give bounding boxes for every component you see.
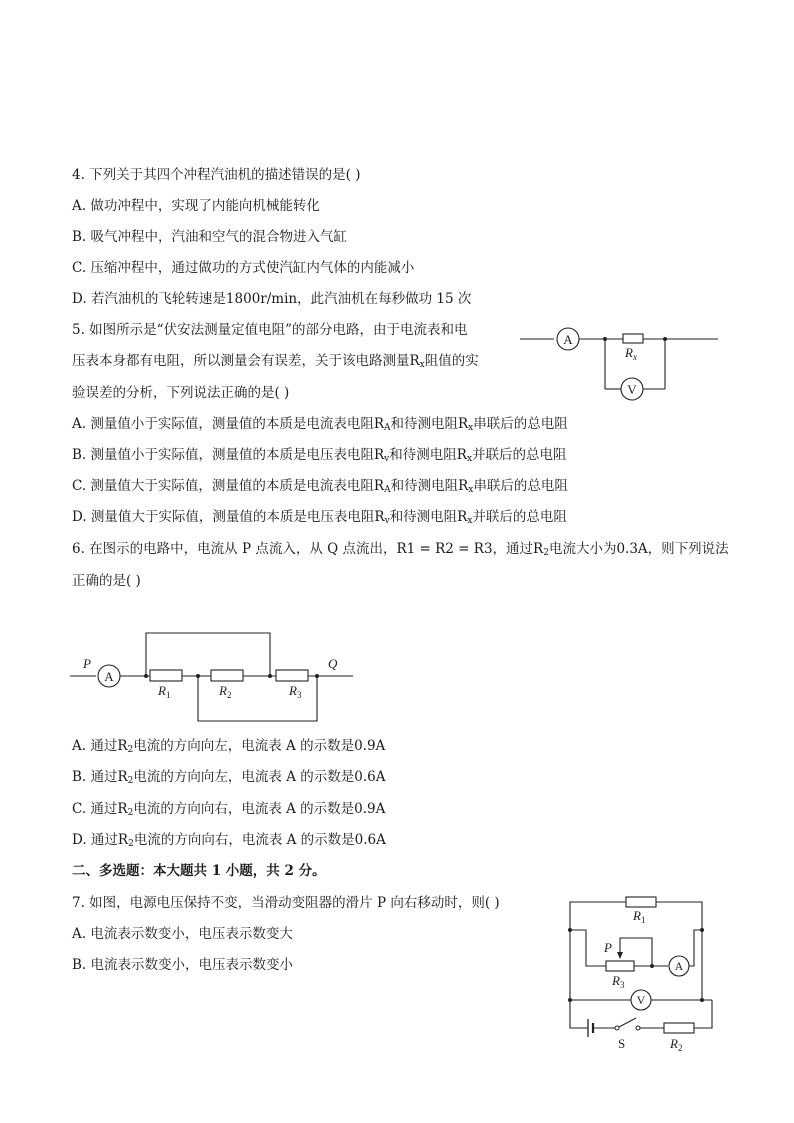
q4-option-d: D. 若汽油机的飞轮转速是1800r/min，此汽油机在每秒做功 15 次	[72, 291, 472, 307]
q6-r1-label: $R_1$	[158, 683, 171, 700]
q4-stem: 4. 下列关于其四个冲程汽油机的描述错误的是( )	[72, 167, 361, 183]
q5-resistor-rx	[623, 334, 643, 343]
q7-option-b: B. 电流表示数变小，电压表示数变小	[72, 957, 294, 973]
q7-ammeter-label: A	[674, 959, 684, 973]
q6-resistor-r1	[150, 670, 182, 681]
q6-ammeter-label: A	[104, 669, 114, 684]
q6-option-c: C. 通过$R_2$电流的方向向右，电流表 A 的示数是0.9A	[72, 801, 386, 818]
q7-r2-label: $R_2$	[670, 1036, 683, 1053]
q6-r2-label: $R_2$	[219, 683, 232, 700]
q5-stem-line3: 验误差的分析，下列说法正确的是( )	[72, 385, 290, 401]
q7-voltmeter-label: V	[636, 993, 646, 1007]
q5-circuit-diagram	[520, 322, 720, 404]
q6-resistor-r2	[211, 670, 243, 681]
q6-option-d: D. 通过$R_2$电流的方向向右，电流表 A 的示数是0.6A	[72, 832, 386, 849]
q7-r1-label: $R_1$	[633, 908, 646, 925]
q5-option-b: B. 测量值小于实际值，测量值的本质是电压表电阻$R_v$和待测电阻$R_x$并联后的总电阻	[72, 447, 567, 464]
q7-resistor-r1	[626, 897, 656, 907]
q6-r3-label: $R_3$	[289, 683, 302, 700]
q7-r3-label: $R_3$	[612, 973, 625, 990]
q6-option-b: B. 通过$R_2$电流的方向向左，电流表 A 的示数是0.6A	[72, 769, 386, 786]
q7-slider-p-label: P	[604, 940, 612, 955]
q7-switch-label: S	[618, 1036, 626, 1051]
q7-resistor-r2	[664, 1023, 694, 1033]
q4-option-c: C. 压缩冲程中，通过做功的方式使汽缸内气体的内能减小	[72, 260, 415, 276]
q5-voltmeter-label: V	[627, 382, 637, 397]
q5-ammeter-label: A	[563, 332, 573, 347]
q7-rheostat-r3	[606, 961, 634, 971]
q6-point-q: Q	[328, 656, 338, 671]
q7-switch	[619, 1018, 636, 1027]
q5-option-c: C. 测量值大于实际值，测量值的本质是电流表电阻$R_A$和待测电阻$R_x$串联后的总电阻	[72, 478, 568, 495]
q6-circuit-diagram	[70, 625, 355, 725]
q7-stem: 7. 如图，电源电压保持不变，当滑动变阻器的滑片 P 向右移动时，则( )	[72, 895, 500, 911]
q7-option-a: A. 电流表示数变小，电压表示数变大	[72, 926, 293, 942]
q5-stem-line2: 压表本身都有电阻，所以测量会有误差，关于该电路测量$R_x$阻值的实	[72, 353, 479, 370]
q5-option-a: A. 测量值小于实际值，测量值的本质是电流表电阻$R_A$和待测电阻$R_x$串联后的总电阻	[72, 416, 568, 433]
q5-stem-line1: 5. 如图所示是“伏安法测量定值电阻”的部分电路，由于电流表和电	[72, 322, 468, 338]
q6-option-a: A. 通过$R_2$电流的方向向左，电流表 A 的示数是0.9A	[72, 738, 386, 755]
q4-option-b: B. 吸气冲程中，汽油和空气的混合物进入气缸	[72, 229, 348, 245]
q4-option-a: A. 做功冲程中，实现了内能向机械能转化	[72, 198, 320, 214]
q6-stem-line2: 正确的是( )	[72, 573, 141, 589]
section-2-heading: 二、多选题：本大题共 1 小题，共 2 分。	[72, 863, 326, 879]
q5-option-d: D. 测量值大于实际值，测量值的本质是电压表电阻$R_v$和待测电阻$R_x$并联后的总电阻	[72, 509, 567, 526]
q6-resistor-r3	[276, 670, 308, 681]
q6-point-p: P	[83, 656, 91, 671]
q5-rx-label: $R_x$	[625, 345, 637, 362]
q7-circuit-diagram	[560, 890, 720, 1055]
q6-stem-line1: 6. 在图示的电路中，电流从 P 点流入，从 Q 点流出，R1 = R2 = R3，通过$R_2$电流大小为0.3A，则下列说法	[72, 541, 729, 558]
